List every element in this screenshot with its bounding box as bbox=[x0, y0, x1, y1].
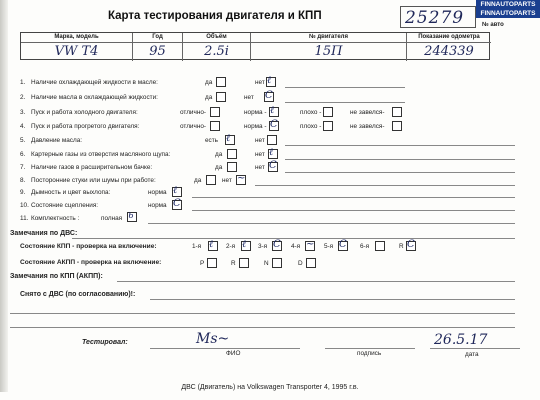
notes-line bbox=[255, 185, 515, 186]
removed-label: Снято с ДВС (по согласованию)!: bbox=[20, 291, 136, 298]
col-make-model bbox=[21, 33, 133, 61]
opt-yes: да bbox=[205, 94, 213, 101]
checkbox-gear-p[interactable] bbox=[207, 258, 217, 268]
gear-label: 5-я bbox=[324, 243, 334, 250]
gear-label: 3-я bbox=[258, 243, 268, 250]
notes-line bbox=[285, 159, 515, 160]
opt-normal: норма bbox=[148, 189, 167, 196]
opt-yes: да bbox=[215, 151, 223, 158]
col-engine-number bbox=[251, 33, 407, 61]
make-model-value: VW T4 bbox=[54, 44, 99, 59]
scan-edge-shadow bbox=[0, 0, 8, 392]
opt-yes: да bbox=[205, 79, 213, 86]
gear-label: R bbox=[399, 243, 404, 250]
check-mark: ℓ bbox=[270, 105, 275, 116]
check-mark: ℓ bbox=[242, 239, 247, 250]
gear-label: 6-я bbox=[360, 243, 370, 250]
notes-line bbox=[285, 145, 515, 146]
checkbox-yes[interactable] bbox=[216, 77, 226, 87]
checkbox-gear-n[interactable] bbox=[272, 258, 282, 268]
opt-yes: да bbox=[194, 177, 202, 184]
opt-normal: норма bbox=[148, 202, 167, 209]
opt-present: есть bbox=[205, 137, 219, 144]
opt-bad: плохо - bbox=[300, 109, 322, 116]
notes-line bbox=[285, 172, 515, 173]
checkbox-yes[interactable] bbox=[227, 149, 237, 159]
col-year bbox=[133, 33, 183, 61]
check-mark: ℓ bbox=[267, 75, 272, 86]
check-mark: ~ bbox=[237, 173, 246, 184]
opt-no: нет bbox=[255, 79, 265, 86]
engine-number-value: 15П bbox=[314, 44, 343, 59]
checkbox-no[interactable] bbox=[267, 135, 277, 145]
item-label: Картерные газы из отверстия масляного щупа: bbox=[31, 151, 171, 158]
col-volume bbox=[183, 33, 251, 61]
item-number: 10. bbox=[20, 202, 29, 209]
checkbox-yes[interactable] bbox=[206, 175, 216, 185]
n-auto-label: № авто bbox=[482, 22, 504, 28]
item-label: Состояние сцепления: bbox=[31, 202, 99, 209]
check-mark: C bbox=[269, 160, 277, 171]
check-mark: ℓ bbox=[209, 239, 214, 250]
notes-line bbox=[285, 102, 405, 103]
doc-number-box bbox=[400, 6, 476, 28]
notes-line bbox=[10, 327, 515, 328]
checkbox-gear-d[interactable] bbox=[306, 258, 316, 268]
check-mark: C bbox=[173, 198, 181, 209]
image-caption: ДВС (Двигатель) на Volkswagen Transporter 4, 1995 г.в. bbox=[181, 384, 359, 391]
signature-line bbox=[325, 348, 415, 349]
check-mark: C bbox=[339, 239, 347, 250]
opt-excellent: отлично- bbox=[180, 123, 207, 130]
logo-line-2: FINNAUTOPARTS bbox=[480, 9, 536, 17]
col-caption: Показание одометра bbox=[418, 34, 480, 40]
col-odometer bbox=[407, 33, 491, 61]
opt-no: нет bbox=[255, 137, 265, 144]
gear-label: P bbox=[200, 260, 205, 267]
date-label: дата bbox=[465, 351, 479, 358]
check-mark: ~ bbox=[306, 239, 315, 250]
gear-label: 4-я bbox=[291, 243, 301, 250]
akpp-remarks-label: Замечания по КПП (АКПП): bbox=[10, 273, 103, 280]
item-number: 5. bbox=[20, 137, 26, 144]
kpp-state-label: Состояние КПП - проверка на включение: bbox=[20, 243, 157, 250]
opt-not-started: не завелся- bbox=[350, 109, 385, 116]
notes-line bbox=[192, 210, 515, 211]
col-caption: № двигателя bbox=[309, 34, 348, 40]
gear-label: 1-я bbox=[192, 243, 202, 250]
checkbox-excellent[interactable] bbox=[210, 107, 220, 117]
item-label: Давление масла: bbox=[31, 137, 83, 144]
year-value: 95 bbox=[149, 44, 166, 59]
item-number: 4. bbox=[20, 123, 26, 130]
opt-normal: норма - bbox=[244, 109, 267, 116]
date-value: 26.5.17 bbox=[434, 332, 488, 348]
check-mark: C bbox=[407, 239, 415, 250]
check-mark: ℓ bbox=[173, 185, 178, 196]
notes-line bbox=[72, 238, 515, 239]
item-number: 11. bbox=[20, 215, 29, 222]
item-label: Комплектность : bbox=[31, 215, 80, 222]
checkbox-not-started[interactable] bbox=[392, 121, 402, 131]
opt-no: нет bbox=[255, 151, 265, 158]
odometer-value: 244339 bbox=[424, 44, 474, 59]
logo-line-1: FINNAUTOPARTS bbox=[480, 1, 536, 8]
opt-yes: да bbox=[215, 164, 223, 171]
opt-excellent: отлично- bbox=[180, 109, 207, 116]
notes-line bbox=[117, 281, 515, 282]
notes-line bbox=[148, 223, 515, 224]
signature-label: подпись bbox=[357, 350, 382, 357]
item-label: Пуск и работа прогретого двигателя: bbox=[31, 123, 140, 130]
checkbox-not-started[interactable] bbox=[392, 107, 402, 117]
item-number: 2. bbox=[20, 94, 26, 101]
notes-line bbox=[10, 313, 515, 314]
page-title: Карта тестирования двигателя и КПП bbox=[108, 10, 322, 22]
item-label: Пуск и работа холодного двигателя: bbox=[31, 109, 138, 116]
notes-line bbox=[150, 299, 515, 300]
opt-no: нет bbox=[244, 94, 254, 101]
check-mark: ℓ bbox=[226, 133, 231, 144]
gear-label: D bbox=[298, 260, 303, 267]
opt-not-started: не завелся- bbox=[350, 123, 385, 130]
checkbox-bad[interactable] bbox=[323, 121, 333, 131]
item-label: Посторонние стуки или шумы при работе: bbox=[31, 177, 156, 184]
check-mark: ь bbox=[128, 210, 134, 221]
item-number: 7. bbox=[20, 164, 26, 171]
col-caption: Год bbox=[152, 34, 163, 40]
item-label: Наличие масла в охлаждающей жидкости: bbox=[31, 94, 158, 101]
check-mark: C bbox=[273, 239, 281, 250]
col-caption: Марка, модель bbox=[54, 34, 99, 40]
opt-no: нет bbox=[255, 164, 265, 171]
item-label: Дымность и цвет выхлопа: bbox=[31, 189, 111, 196]
opt-complete: полная bbox=[101, 215, 123, 222]
item-number: 6. bbox=[20, 151, 26, 158]
item-number: 3. bbox=[20, 109, 26, 116]
checkbox-yes[interactable] bbox=[227, 162, 237, 172]
date-line bbox=[430, 348, 520, 349]
item-label: Наличие охлаждающей жидкости в масле: bbox=[31, 79, 158, 86]
checkbox-yes[interactable] bbox=[216, 92, 226, 102]
item-number: 8. bbox=[20, 177, 26, 184]
fio-label: ФИО bbox=[226, 350, 241, 357]
checkbox-gear-r-auto[interactable] bbox=[239, 258, 249, 268]
akpp-state-label: Состояние АКПП - проверка на включение: bbox=[20, 259, 162, 266]
col-caption: Объём bbox=[206, 34, 227, 40]
watermark-logo bbox=[476, 0, 540, 18]
dvs-remarks-label: Замечания по ДВС: bbox=[10, 230, 78, 237]
volume-value: 2.5i bbox=[204, 44, 229, 59]
opt-bad: плохо - bbox=[300, 123, 322, 130]
opt-normal: норма - bbox=[244, 123, 267, 130]
item-number: 1. bbox=[20, 79, 26, 86]
check-mark: C bbox=[265, 90, 273, 101]
tester-signature: Ms~ bbox=[196, 331, 230, 347]
vehicle-info-table bbox=[20, 32, 490, 60]
doc-number: 25279 bbox=[405, 8, 465, 28]
fio-line bbox=[150, 348, 300, 349]
notes-line bbox=[285, 87, 405, 88]
tested-by-label: Тестировал: bbox=[82, 339, 128, 346]
notes-line bbox=[192, 197, 515, 198]
checkbox-gear-6[interactable] bbox=[375, 241, 385, 251]
item-number: 9. bbox=[20, 189, 26, 196]
item-label: Наличие газов в расширительном бачке: bbox=[31, 164, 153, 171]
gear-label: 2-я bbox=[226, 243, 236, 250]
check-mark: C bbox=[270, 119, 278, 130]
checkbox-excellent[interactable] bbox=[210, 121, 220, 131]
checkbox-bad[interactable] bbox=[323, 107, 333, 117]
gear-label: R bbox=[231, 260, 236, 267]
opt-no: нет bbox=[222, 177, 232, 184]
gear-label: N bbox=[264, 260, 269, 267]
check-mark: ℓ bbox=[269, 147, 274, 158]
